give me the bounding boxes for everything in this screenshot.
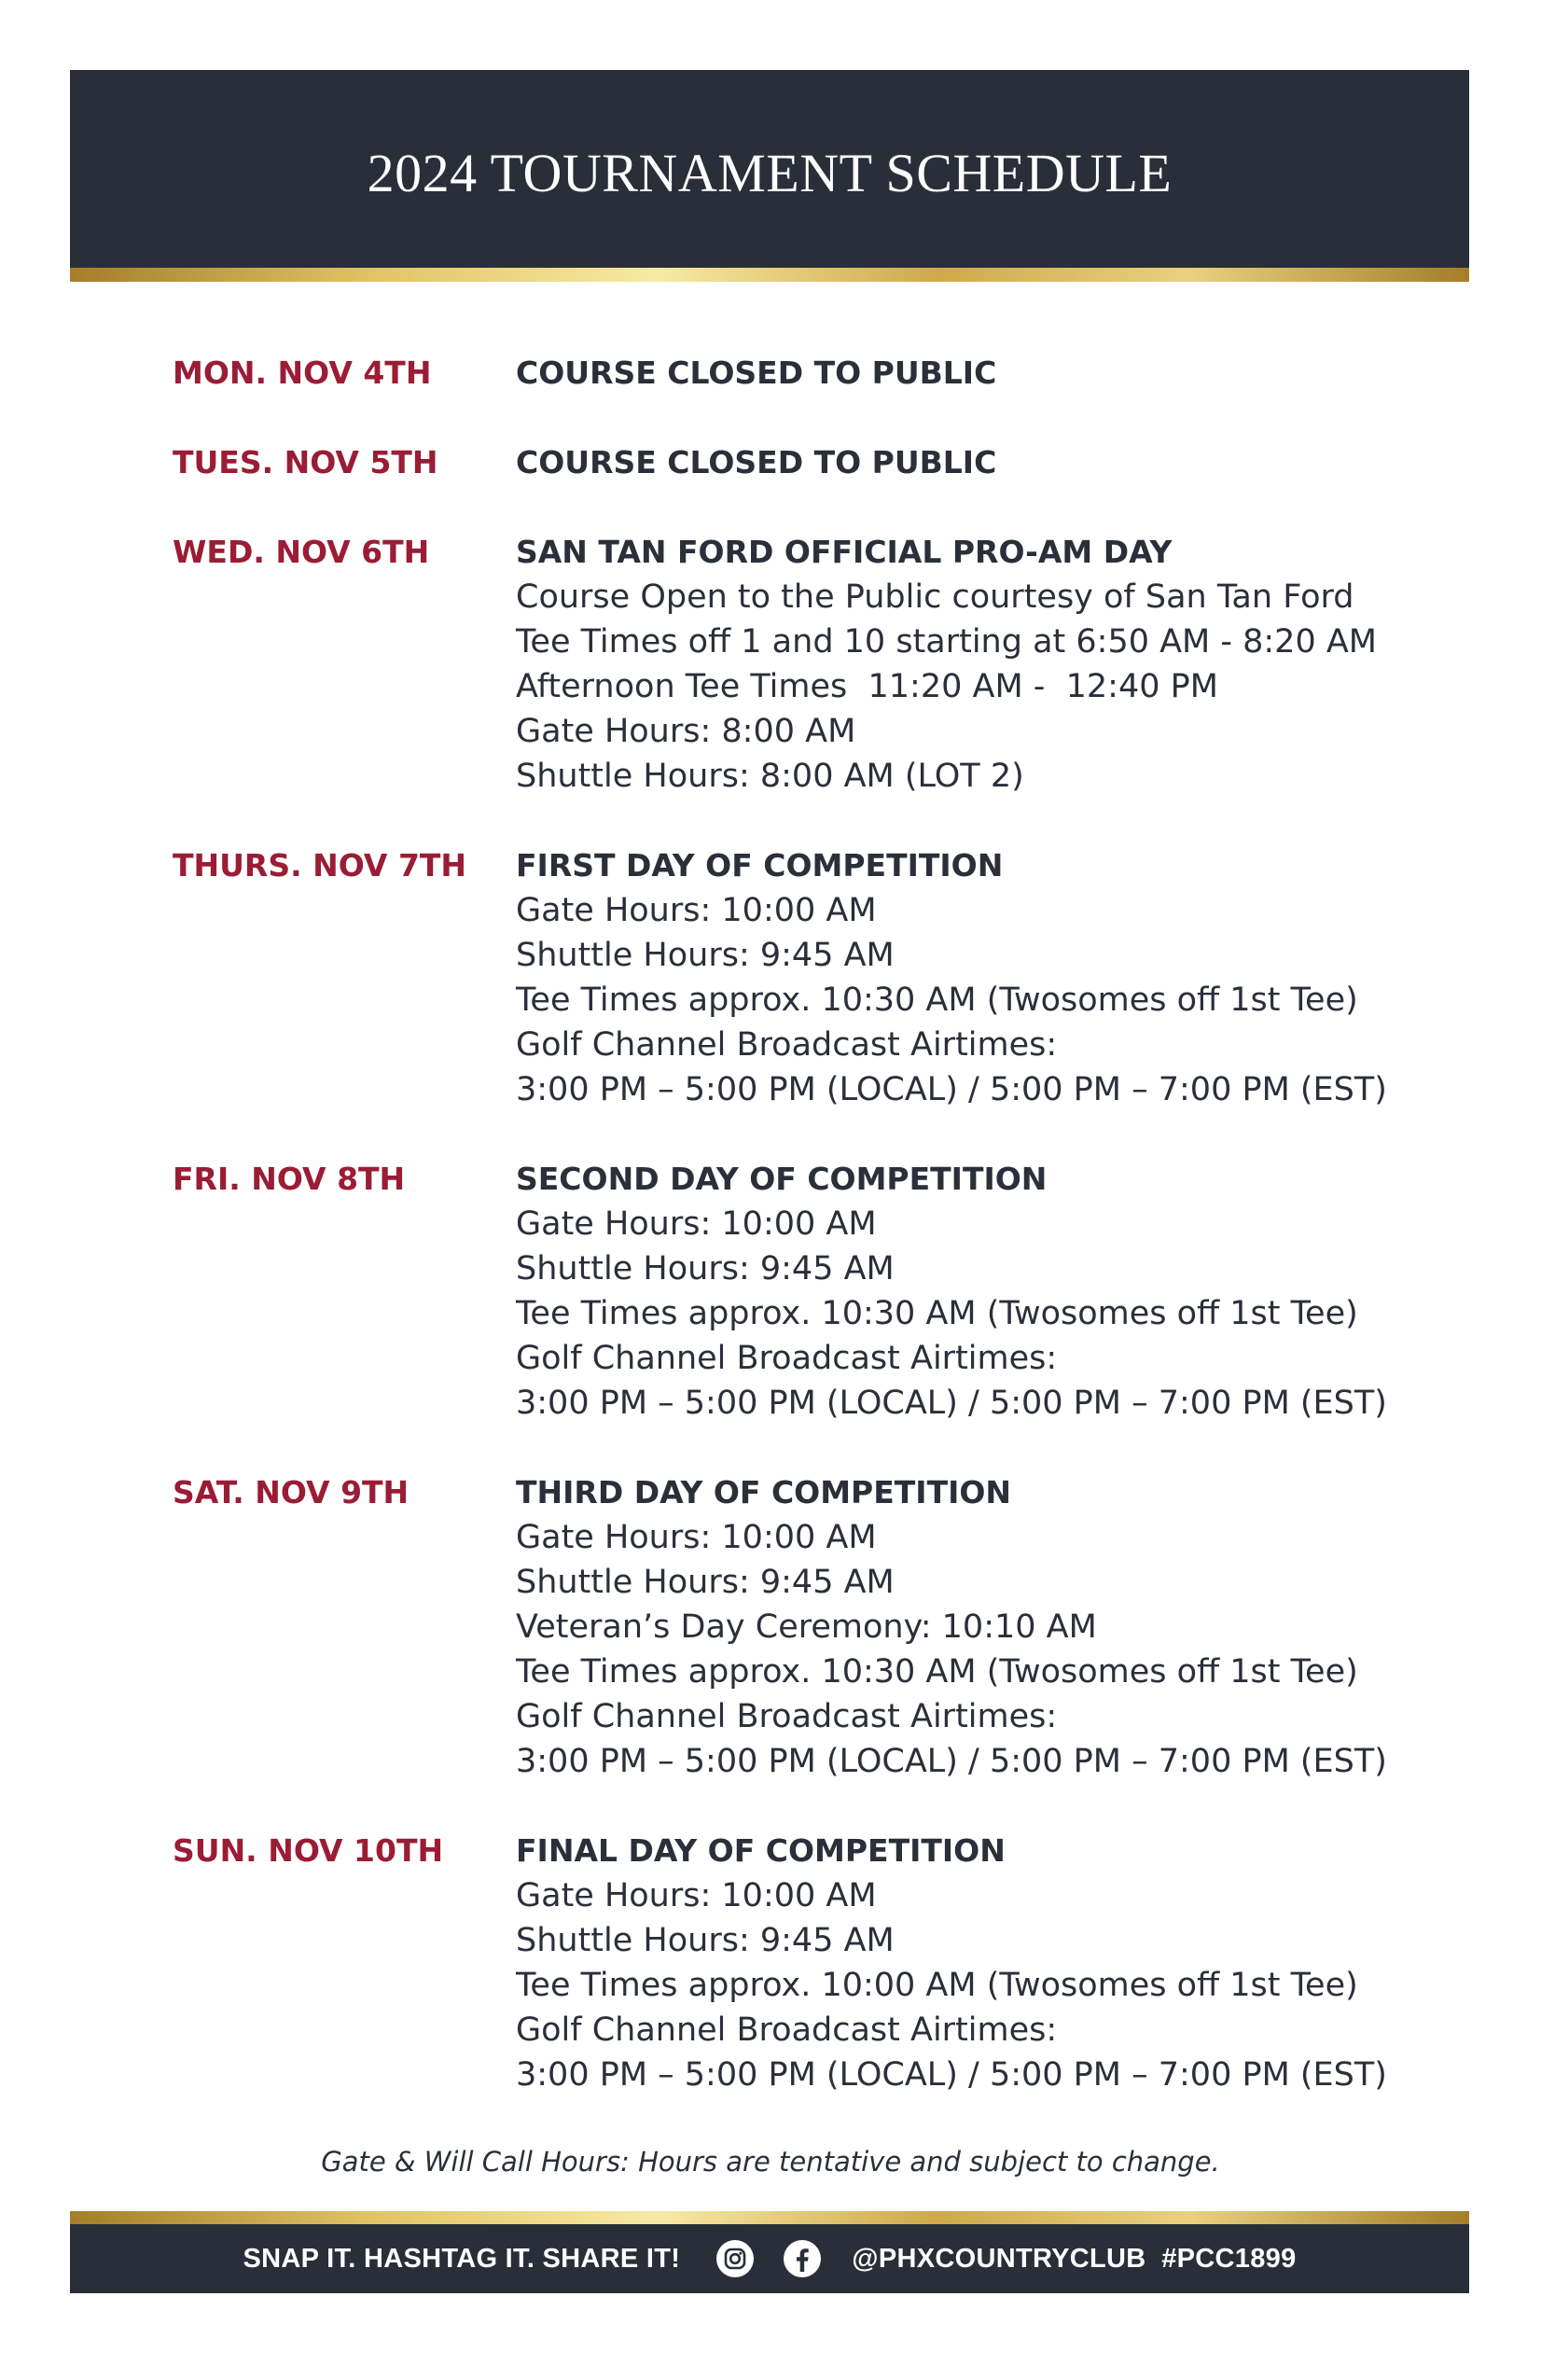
schedule-detail-line: Veteran’s Day Ceremony: 10:10 AM (516, 1608, 1097, 1646)
schedule-detail-line: 3:00 PM – 5:00 PM (LOCAL) / 5:00 PM – 7:00 PM (EST) (516, 1071, 1387, 1108)
schedule-details (516, 843, 1495, 1112)
schedule-detail-line: Golf Channel Broadcast Airtimes: (516, 1698, 1058, 1735)
schedule-heading: COURSE CLOSED TO PUBLIC (516, 444, 997, 480)
page-title: 2024 TOURNAMENT SCHEDULE (367, 142, 1173, 203)
gold-divider-bottom (70, 2211, 1469, 2224)
schedule-heading: FINAL DAY OF COMPETITION (516, 1832, 1006, 1869)
schedule-detail-line: Gate Hours: 10:00 AM (516, 1877, 877, 1914)
schedule-footnote: Gate & Will Call Hours: Hours are tentative and subject to change. (321, 2146, 1220, 2178)
schedule-detail-line: Tee Times approx. 10:30 AM (Twosomes off 1st Tee) (516, 1295, 1358, 1332)
schedule-detail-line: 3:00 PM – 5:00 PM (LOCAL) / 5:00 PM – 7:00 PM (EST) (516, 2056, 1387, 2094)
schedule-date: FRI. NOV 8TH (173, 1161, 406, 1197)
schedule-detail-line: Gate Hours: 10:00 AM (516, 1205, 877, 1243)
schedule-detail-line: Golf Channel Broadcast Airtimes: (516, 1026, 1058, 1064)
schedule-date: MON. NOV 4TH (173, 355, 432, 391)
schedule-detail-line: Gate Hours: 8:00 AM (516, 713, 856, 750)
schedule-detail-line: Course Open to the Public courtesy of San Tan Ford (516, 578, 1354, 616)
footer-tagline: SNAP IT. HASHTAG IT. SHARE IT! (243, 2243, 681, 2274)
schedule-detail-line: Tee Times approx. 10:30 AM (Twosomes off 1st Tee) (516, 981, 1358, 1019)
schedule-detail-line: Tee Times approx. 10:00 AM (Twosomes off 1st Tee) (516, 1967, 1358, 2004)
schedule-details (516, 1829, 1495, 2097)
schedule-heading: FIRST DAY OF COMPETITION (516, 847, 1004, 884)
schedule-detail-line: Shuttle Hours: 9:45 AM (516, 1250, 895, 1287)
schedule-details (516, 440, 1495, 485)
instagram-icon[interactable] (715, 2239, 755, 2278)
schedule-date: SUN. NOV 10TH (173, 1832, 444, 1869)
schedule-details (516, 1157, 1495, 1426)
schedule-details (516, 351, 1495, 396)
schedule-date: THURS. NOV 7TH (173, 847, 467, 884)
schedule-date: TUES. NOV 5TH (173, 444, 438, 480)
schedule-detail-line: Shuttle Hours: 9:45 AM (516, 1564, 895, 1601)
schedule-detail-line: Shuttle Hours: 8:00 AM (LOT 2) (516, 758, 1024, 795)
schedule-detail-line: Afternoon Tee Times 11:20 AM - 12:40 PM (516, 668, 1218, 705)
schedule-detail-line: Shuttle Hours: 9:45 AM (516, 937, 895, 974)
schedule-details (516, 530, 1495, 799)
schedule-detail-line: 3:00 PM – 5:00 PM (LOCAL) / 5:00 PM – 7:00 PM (EST) (516, 1385, 1387, 1422)
schedule-detail-line: Golf Channel Broadcast Airtimes: (516, 1340, 1058, 1377)
schedule-details (516, 1470, 1495, 1784)
facebook-icon[interactable] (783, 2239, 822, 2278)
schedule-heading: COURSE CLOSED TO PUBLIC (516, 355, 997, 391)
schedule-detail-line: 3:00 PM – 5:00 PM (LOCAL) / 5:00 PM – 7:00 PM (EST) (516, 1743, 1387, 1780)
social-footer (70, 2224, 1469, 2293)
schedule-detail-line: Tee Times approx. 10:30 AM (Twosomes off 1st Tee) (516, 1653, 1358, 1691)
schedule-detail-line: Gate Hours: 10:00 AM (516, 1519, 877, 1556)
schedule-heading: THIRD DAY OF COMPETITION (516, 1474, 1012, 1510)
footer-handle: @PHXCOUNTRYCLUB #PCC1899 (852, 2243, 1297, 2274)
schedule-date: WED. NOV 6TH (173, 534, 430, 570)
schedule-heading: SECOND DAY OF COMPETITION (516, 1161, 1048, 1197)
schedule-detail-line: Golf Channel Broadcast Airtimes: (516, 2011, 1058, 2049)
schedule-detail-line: Tee Times off 1 and 10 starting at 6:50 AM - 8:20 AM (516, 623, 1377, 661)
schedule-detail-line: Shuttle Hours: 9:45 AM (516, 1922, 895, 1959)
schedule-date: SAT. NOV 9TH (173, 1474, 410, 1510)
schedule-heading: SAN TAN FORD OFFICIAL PRO-AM DAY (516, 534, 1173, 570)
schedule-detail-line: Gate Hours: 10:00 AM (516, 892, 877, 929)
